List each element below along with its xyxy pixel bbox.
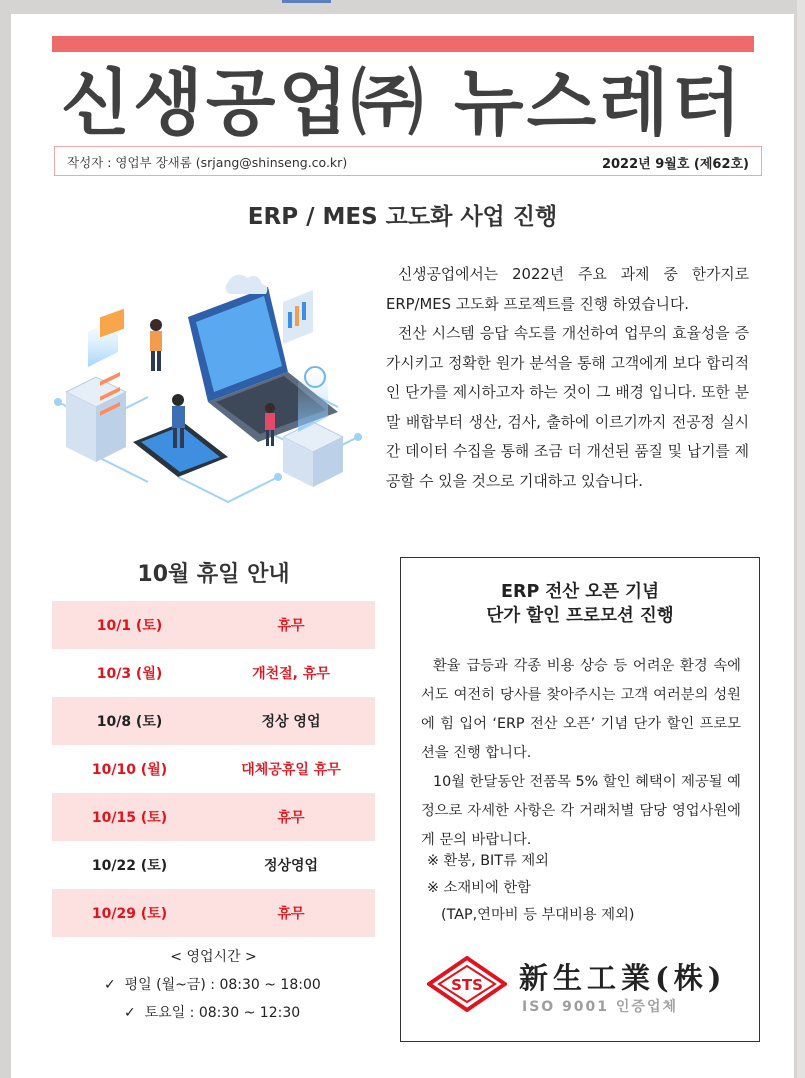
table-row — [52, 841, 375, 889]
table-row — [52, 649, 375, 697]
logo-mark: STS — [451, 976, 483, 994]
promotion-box — [400, 557, 760, 1042]
promotion-title-line2: 단가 할인 프로모션 진행 — [486, 606, 674, 626]
issue-number: 2022년 9월호 (제62호) — [601, 157, 749, 172]
table-row — [52, 745, 375, 793]
promotion-note: ※ 환봉, BIT류 제외 — [427, 853, 549, 869]
author-line: 작성자 : 영업부 장새롬 (srjang@shinseng.co.kr) — [67, 155, 348, 170]
window-top-indicator — [282, 0, 331, 3]
table-row — [52, 601, 375, 649]
article-headline: ERP / MES 고도화 사업 진행 — [247, 204, 558, 230]
holiday-date: 10/22 (토) — [91, 858, 168, 874]
holiday-note: 휴무 — [277, 618, 305, 634]
promotion-note: ※ 소재비에 한함 — [427, 880, 531, 896]
logo-company-name: 新生工業(株) — [519, 961, 727, 995]
holiday-date: 10/15 (토) — [91, 810, 168, 826]
promotion-paragraph: 10월 한달동안 전품목 5% 할인 혜택이 제공될 예정으로 자세한 사항은 각 거래처별 담당 영업사원에게 문의 바랍니다. — [421, 774, 741, 848]
table-row — [52, 889, 375, 937]
saturday-hours-text: 토요일 : 08:30 ~ 12:30 — [144, 1005, 301, 1021]
promotion-note: (TAP,연마비 등 부대비용 제외) — [441, 907, 635, 923]
newsletter-title: 신생공업㈜ 뉴스레터 — [60, 61, 745, 145]
weekday-hours-text: 평일 (월~금) : 08:30 ~ 18:00 — [124, 977, 321, 993]
holiday-note: 휴무 — [277, 810, 305, 826]
business-hours-title: < 영업시간 > — [170, 949, 257, 965]
erp-mes-illustration — [38, 262, 378, 524]
holiday-note: 정상 영업 — [261, 714, 321, 730]
holiday-note: 정상영업 — [263, 858, 319, 874]
business-hours — [52, 946, 375, 1030]
holiday-note: 휴무 — [277, 906, 305, 922]
holiday-date: 10/29 (토) — [91, 906, 168, 922]
company-logo — [427, 956, 747, 1026]
promotion-body — [421, 652, 741, 855]
holiday-note: 개천절, 휴무 — [252, 666, 330, 682]
article-body — [386, 260, 749, 496]
holiday-date: 10/8 (토) — [96, 714, 163, 730]
table-row — [52, 697, 375, 745]
holiday-section-title: 10월 휴일 안내 — [137, 562, 290, 587]
table-row — [52, 793, 375, 841]
holiday-table — [52, 601, 375, 937]
article-paragraph: 신생공업에서는 2022년 주요 과제 중 한가지로 ERP/MES 고도화 프로젝트를 진행 하였습니다. — [386, 266, 749, 313]
holiday-date: 10/10 (월) — [91, 762, 168, 778]
sts-logo-icon — [427, 956, 507, 1012]
vertical-scrollbar[interactable] — [797, 0, 805, 1078]
holiday-note: 대체공휴일 휴무 — [241, 762, 341, 778]
article-paragraph: 전산 시스템 응답 속도를 개선하여 업무의 효율성을 증가시키고 정확한 원가 분석을 통해 고객에게 보다 합리적인 단가를 제시하고자 하는 것이 그 배경 입니다. 또한 분말 배합부터 생산, 검사, 출하에 이르기까지 전공정 실시간 데이터 수집을 통해 조금 더 개선된 품질 및 납기를 제공할 수 있을 것으로 기대하고 있습니다. — [386, 325, 749, 490]
promotion-title-line1: ERP 전산 오픈 기념 — [501, 582, 659, 602]
check-icon: ✓ — [124, 1005, 136, 1021]
check-icon: ✓ — [104, 977, 116, 993]
promotion-notes — [427, 848, 634, 929]
promotion-paragraph: 환율 급등과 각종 비용 상승 등 어려운 환경 속에서도 여전히 당사를 찾아주시는 고객 여러분의 성원에 힘 입어 ‘ERP 전산 오픈’ 기념 단가 할인 프로모션을 진행 합니다. — [421, 658, 741, 761]
saturday-hours — [52, 1002, 375, 1022]
promotion-title — [401, 580, 759, 628]
logo-iso-text: ISO 9001 인증업체 — [522, 999, 679, 1015]
weekday-hours — [52, 974, 375, 994]
holiday-date: 10/1 (토) — [96, 618, 163, 634]
holiday-date: 10/3 (월) — [96, 666, 163, 682]
header-accent-bar — [52, 36, 754, 52]
author-info-box — [54, 146, 762, 176]
